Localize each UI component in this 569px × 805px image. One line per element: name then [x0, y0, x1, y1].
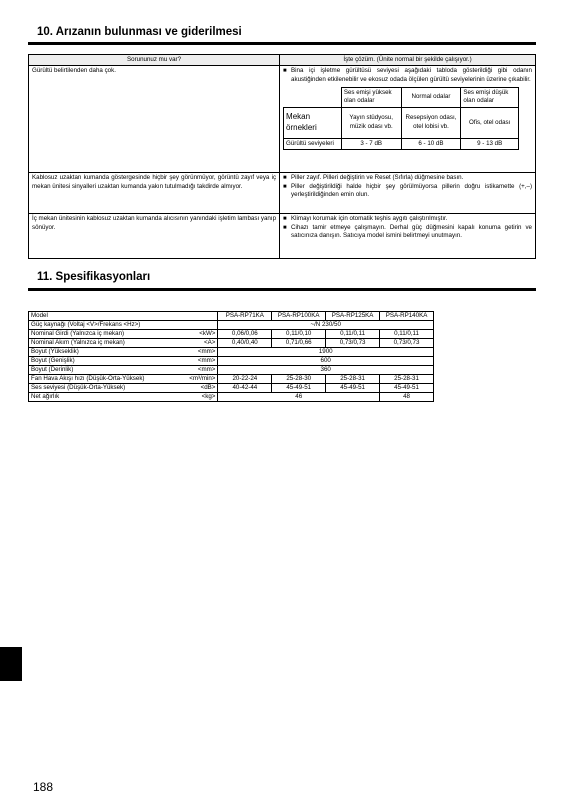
table-row [29, 348, 434, 357]
input-value: 0,11/0,11 [326, 330, 380, 339]
section-11-title: 11. Spesifikasyonları [37, 271, 151, 283]
input-value: 0,06/0,06 [218, 330, 272, 339]
current-value: 0,73/0,73 [380, 339, 434, 348]
noise-header: Normal odalar [401, 88, 461, 108]
solution-item: ■ Klimayı korumak için otomatik teşhis aygıtı çalıştırılmıştır. [283, 215, 448, 223]
example-cell: Resepsiyon odası, otel lobisi vb. [401, 107, 461, 138]
problem-text: Gürültü belirtilenden daha çok. [29, 66, 280, 173]
model-name: PSA-RP71KA [218, 312, 272, 321]
section-10-title: 10. Arızanın bulunması ve giderilmesi [37, 26, 242, 38]
square-bullet-icon: ■ [283, 216, 287, 223]
weight-value: 46 [218, 393, 380, 402]
table-row [29, 339, 434, 348]
sound-value: 45-49-51 [380, 384, 434, 393]
problem-text: Kablosuz uzaktan kumanda göstergesinde hiçbir şey görünmüyor, görüntü zayıf veya iç mekan ünitesi sinyalleri uzaktan kumanda yakın tutulmadığı takdirde almıyor. [29, 173, 280, 214]
current-value: 0,73/0,73 [326, 339, 380, 348]
level-cell: 9 - 13 dB [461, 138, 519, 149]
depth-label: Boyut (Derinlik) [31, 366, 74, 374]
example-cell: Ofis, otel odası [461, 107, 519, 138]
solution-item: ■ Piller değiştirildiği halde hiçbir şey görülmüyorsa pillerin doğru istikamette (+,–) yerleştirildiğinden emin olun. [283, 182, 532, 199]
current-label: Nominal Akım (Yalnızca iç mekan) [31, 339, 125, 347]
height-value: 1900 [218, 348, 434, 357]
specification-table [28, 311, 434, 402]
table-row [29, 375, 434, 384]
input-label: Nominal Girdi (Yalnızca iç mekan) [31, 330, 125, 338]
depth-unit: <mm> [197, 366, 216, 374]
sound-label: Ses seviyesi (Düşük-Orta-Yüksek) [31, 384, 126, 392]
weight-unit: <kg> [201, 393, 216, 401]
table-row [29, 312, 434, 321]
fan-value: 25-28-30 [272, 375, 326, 384]
example-label: Mekan örnekleri [284, 107, 342, 138]
weight-label: Net ağırlık [31, 393, 60, 401]
width-unit: <mm> [197, 357, 216, 365]
sound-value: 40-42-44 [218, 384, 272, 393]
model-name: PSA-RP125KA [326, 312, 380, 321]
square-bullet-icon: ■ [283, 175, 287, 182]
level-label: Gürültü seviyeleri [284, 138, 342, 149]
solution-cell [280, 214, 536, 259]
fan-value: 25-28-31 [326, 375, 380, 384]
level-cell: 6 - 10 dB [401, 138, 461, 149]
solution-item: ■ Bina içi işletme gürültüsü seviyesi aşağıdaki tabloda gösterildiği gibi odanın akustiğinden etkilenebilir ve ekosuz odada ölçülen gürültü seviyelerinin üzerine çıkabilir. [283, 67, 532, 83]
input-unit: <kW> [199, 330, 216, 338]
noise-level-table [283, 87, 519, 150]
depth-value: 360 [218, 366, 434, 375]
example-cell: Yayın stüdyosu, müzik odası vb. [341, 107, 401, 138]
table-row [29, 321, 434, 330]
square-bullet-icon: ■ [283, 224, 287, 231]
troubleshooting-table [28, 54, 536, 259]
noise-header: Ses emişi düşük olan odalar [461, 88, 519, 108]
table-row [29, 330, 434, 339]
solution-cell [280, 173, 536, 214]
input-value: 0,11/0,11 [380, 330, 434, 339]
header-problem: Sorununuz mu var? [29, 55, 280, 66]
noise-header: Ses emişi yüksek olan odalar [341, 88, 401, 108]
page-tab-marker [0, 647, 22, 681]
fan-unit: <m³/min> [189, 375, 216, 383]
width-value: 600 [218, 357, 434, 366]
model-label: Model [29, 312, 218, 321]
table-row [29, 357, 434, 366]
power-label: Güç kaynağı (Voltaj <V>/Frekans <Hz>) [29, 321, 218, 330]
current-value: 0,40/0,40 [218, 339, 272, 348]
sound-unit: <dB> [200, 384, 216, 392]
fan-value: 20-22-24 [218, 375, 272, 384]
height-unit: <mm> [197, 348, 216, 356]
table-row [29, 66, 536, 173]
current-value: 0,71/0,66 [272, 339, 326, 348]
solution-item: ■ Cihazı tamir etmeye çalışmayın. Derhal güç düğmesini kapalı konuma getirin ve satıcınıza danışın. Satıcıya model ismini belirtmeyi unutmayın. [283, 223, 532, 240]
sound-value: 45-49-51 [272, 384, 326, 393]
model-name: PSA-RP100KA [272, 312, 326, 321]
input-value: 0,11/0,10 [272, 330, 326, 339]
table-row [29, 393, 434, 402]
height-label: Boyut (Yükseklik) [31, 348, 79, 356]
power-value: ~/N 230/50 [218, 321, 434, 330]
square-bullet-icon: ■ [283, 183, 287, 190]
table-row [29, 214, 536, 259]
solution-cell [280, 66, 536, 173]
model-name: PSA-RP140KA [380, 312, 434, 321]
table-row [29, 384, 434, 393]
fan-label: Fan Hava Akışı hızı (Düşük-Orta-Yüksek) [31, 375, 145, 383]
fan-value: 25-28-31 [380, 375, 434, 384]
page-number: 188 [33, 780, 54, 794]
width-label: Boyut (Genişlik) [31, 357, 75, 365]
square-bullet-icon: ■ [283, 68, 287, 75]
section-10-rule [28, 42, 536, 45]
header-solution: İşte çözüm. (Ünite normal bir şekilde çalışıyor.) [280, 55, 536, 66]
solution-item: ■ Piller zayıf. Pilleri değiştirin ve Reset (Sıfırla) düğmesine basın. [283, 174, 464, 182]
table-row [29, 173, 536, 214]
current-unit: <A> [204, 339, 216, 347]
problem-text: İç mekan ünitesinin kablosuz uzaktan kumanda alıcısının yanındaki işletim lambası yanıp sönüyor. [29, 214, 280, 259]
sound-value: 45-49-51 [326, 384, 380, 393]
level-cell: 3 - 7 dB [341, 138, 401, 149]
section-11-rule [28, 288, 536, 291]
weight-value: 48 [380, 393, 434, 402]
table-row [29, 366, 434, 375]
